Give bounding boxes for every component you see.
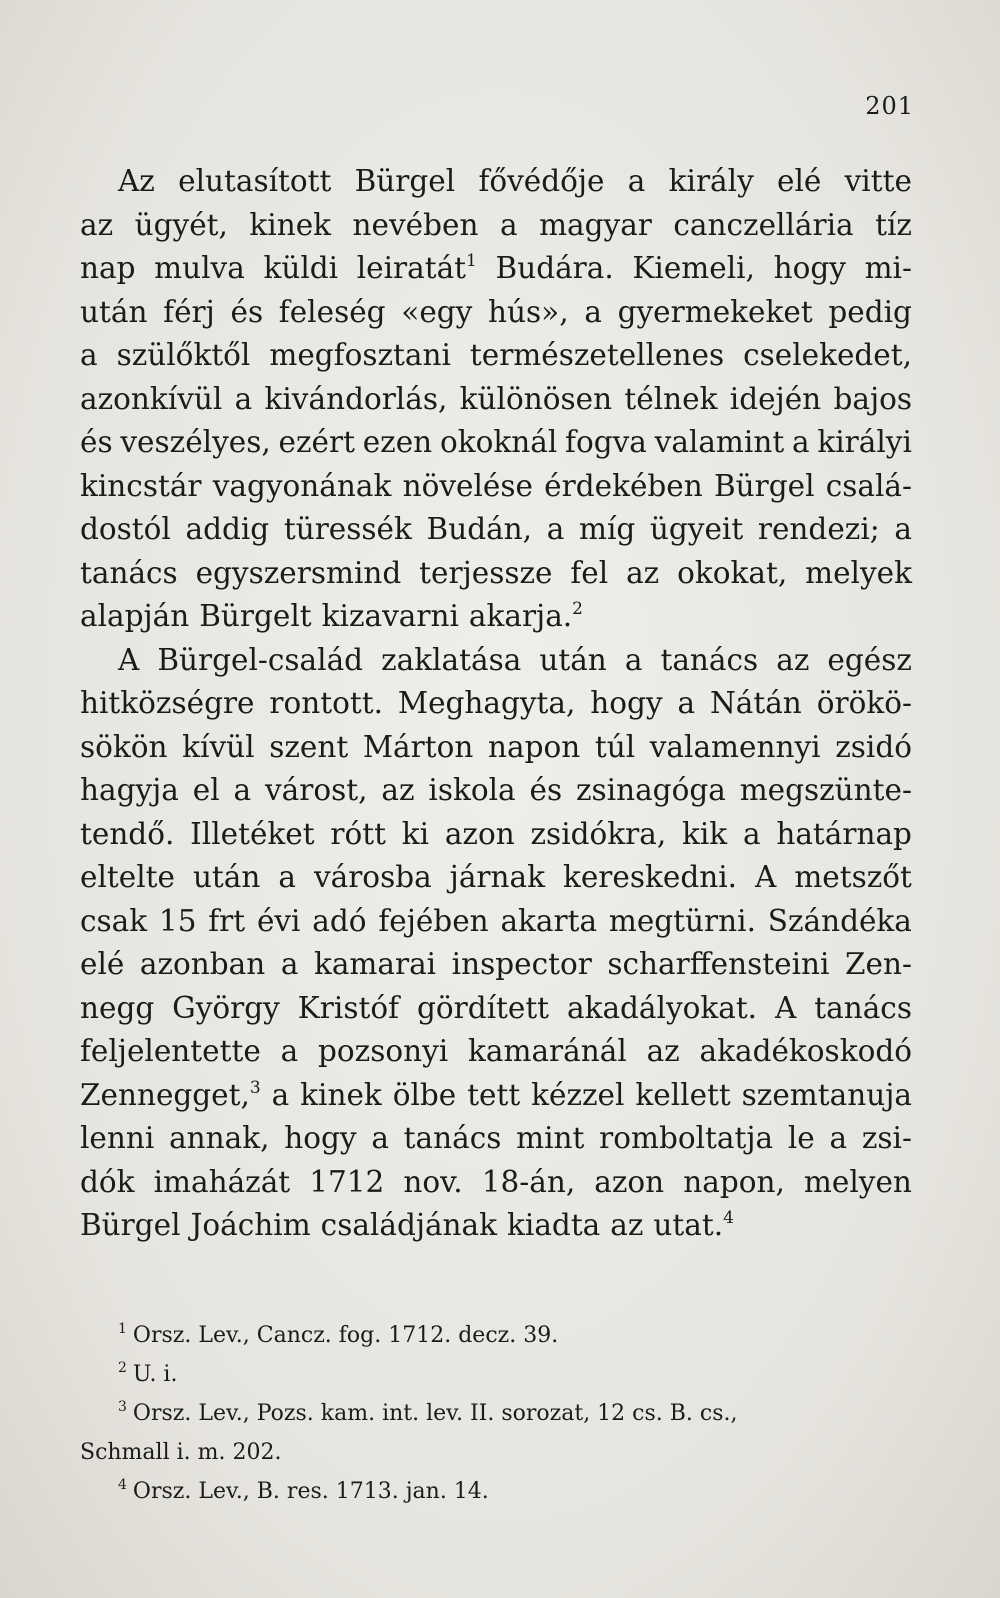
footnote-mark: 1: [118, 1321, 127, 1337]
footnote-text: U. i.: [132, 1362, 178, 1387]
footnote-text: Schmall i. m. 202.: [80, 1440, 282, 1465]
text-line: nap mulva küldi leiratát$^1$ Budára. Kiemeli, hogy mi-: [80, 251, 912, 285]
text-line: csak 15 frt évi adó fejében akarta megtürni. Szándéka: [80, 903, 912, 938]
text-line: dostól addig türessék Budán, a míg ügyeit rendezi; a: [80, 512, 912, 546]
footnote: [80, 1433, 912, 1472]
footnote: [80, 1394, 912, 1433]
footnote-mark: 2: [118, 1360, 127, 1376]
text-line: eltelte után a városba járnak kereskedni. A metszőt: [80, 860, 912, 894]
text-line: Az elutasított Bürgel fővédője a király elé vitte: [118, 164, 912, 198]
text-line: feljelentette a pozsonyi kamaránál az akadékoskodó: [80, 1034, 912, 1068]
footnote-text: Orsz. Lev., Pozs. kam. int. lev. II. sorozat, 12 cs. B. cs.,: [132, 1401, 738, 1426]
footnote-ref: 3: [249, 1077, 261, 1098]
text-line: és veszélyes, ezért ezen okoknál fogva valamint a királyi: [80, 425, 912, 459]
body-text: [80, 160, 912, 1248]
footnote-mark: 3: [118, 1399, 127, 1415]
footnote: [80, 1472, 912, 1511]
text-line: az ügyét, kinek nevében a magyar canczellária tíz: [80, 207, 912, 242]
text-line: tendő. Illetéket rótt ki azon zsidókra, kik a határnap: [80, 816, 912, 851]
footnote: [80, 1355, 912, 1394]
text-line: dók imaházát 1712 nov. 18-án, azon napon, melyen: [80, 1164, 912, 1199]
text-line: lenni annak, hogy a tanács mint romboltatja le a zsi-: [80, 1121, 912, 1155]
text-line: Bürgel Joáchim családjának kiadta az utat.$^4$: [80, 1208, 734, 1242]
footnote-text: Orsz. Lev., Cancz. fog. 1712. decz. 39.: [132, 1323, 559, 1348]
text-line: tanács egyszersmind terjessze fel az okokat, melyek: [80, 555, 912, 590]
text-line: alapján Bürgelt kizavarni akarja.$^2$: [80, 599, 583, 633]
footnote: [80, 1316, 912, 1355]
page-number: 201: [865, 92, 914, 120]
footnote-ref: 2: [572, 599, 583, 619]
text-line: hagyja el a várost, az iskola és zsinagóga megszünte-: [80, 773, 912, 807]
text-line: kincstár vagyonának növelése érdekében Bürgel csalá-: [80, 468, 912, 503]
text-line: a szülőktől megfosztani természetellenes cselekedet,: [80, 338, 912, 372]
footnote-mark: 4: [118, 1477, 127, 1493]
text-line: elé azonban a kamarai inspector scharffensteini Zen-: [80, 947, 912, 981]
text-line: után férj és feleség «egy hús», a gyermekeket pedig: [80, 294, 912, 329]
text-line: azonkívül a kivándorlás, különösen télnek idején bajos: [80, 381, 912, 416]
text-line: Zennegget,$^3$ a kinek ölbe tett kézzel kellett szemtanuja: [80, 1077, 912, 1112]
text-line: A Bürgel-család zaklatása után a tanács az egész: [118, 642, 912, 677]
text-line: negg György Kristóf gördített akadályokat. A tanács: [80, 990, 912, 1025]
footnote-text: Orsz. Lev., B. res. 1713. jan. 14.: [132, 1479, 489, 1504]
footnote-ref: 1: [466, 251, 477, 271]
text-line: hitközségre rontott. Meghagyta, hogy a Nátán örökö-: [80, 686, 912, 720]
footnote-ref: 4: [723, 1208, 734, 1228]
text-line: sökön kívül szent Márton napon túl valamennyi zsidó: [80, 729, 912, 764]
footnotes: [80, 1316, 912, 1511]
